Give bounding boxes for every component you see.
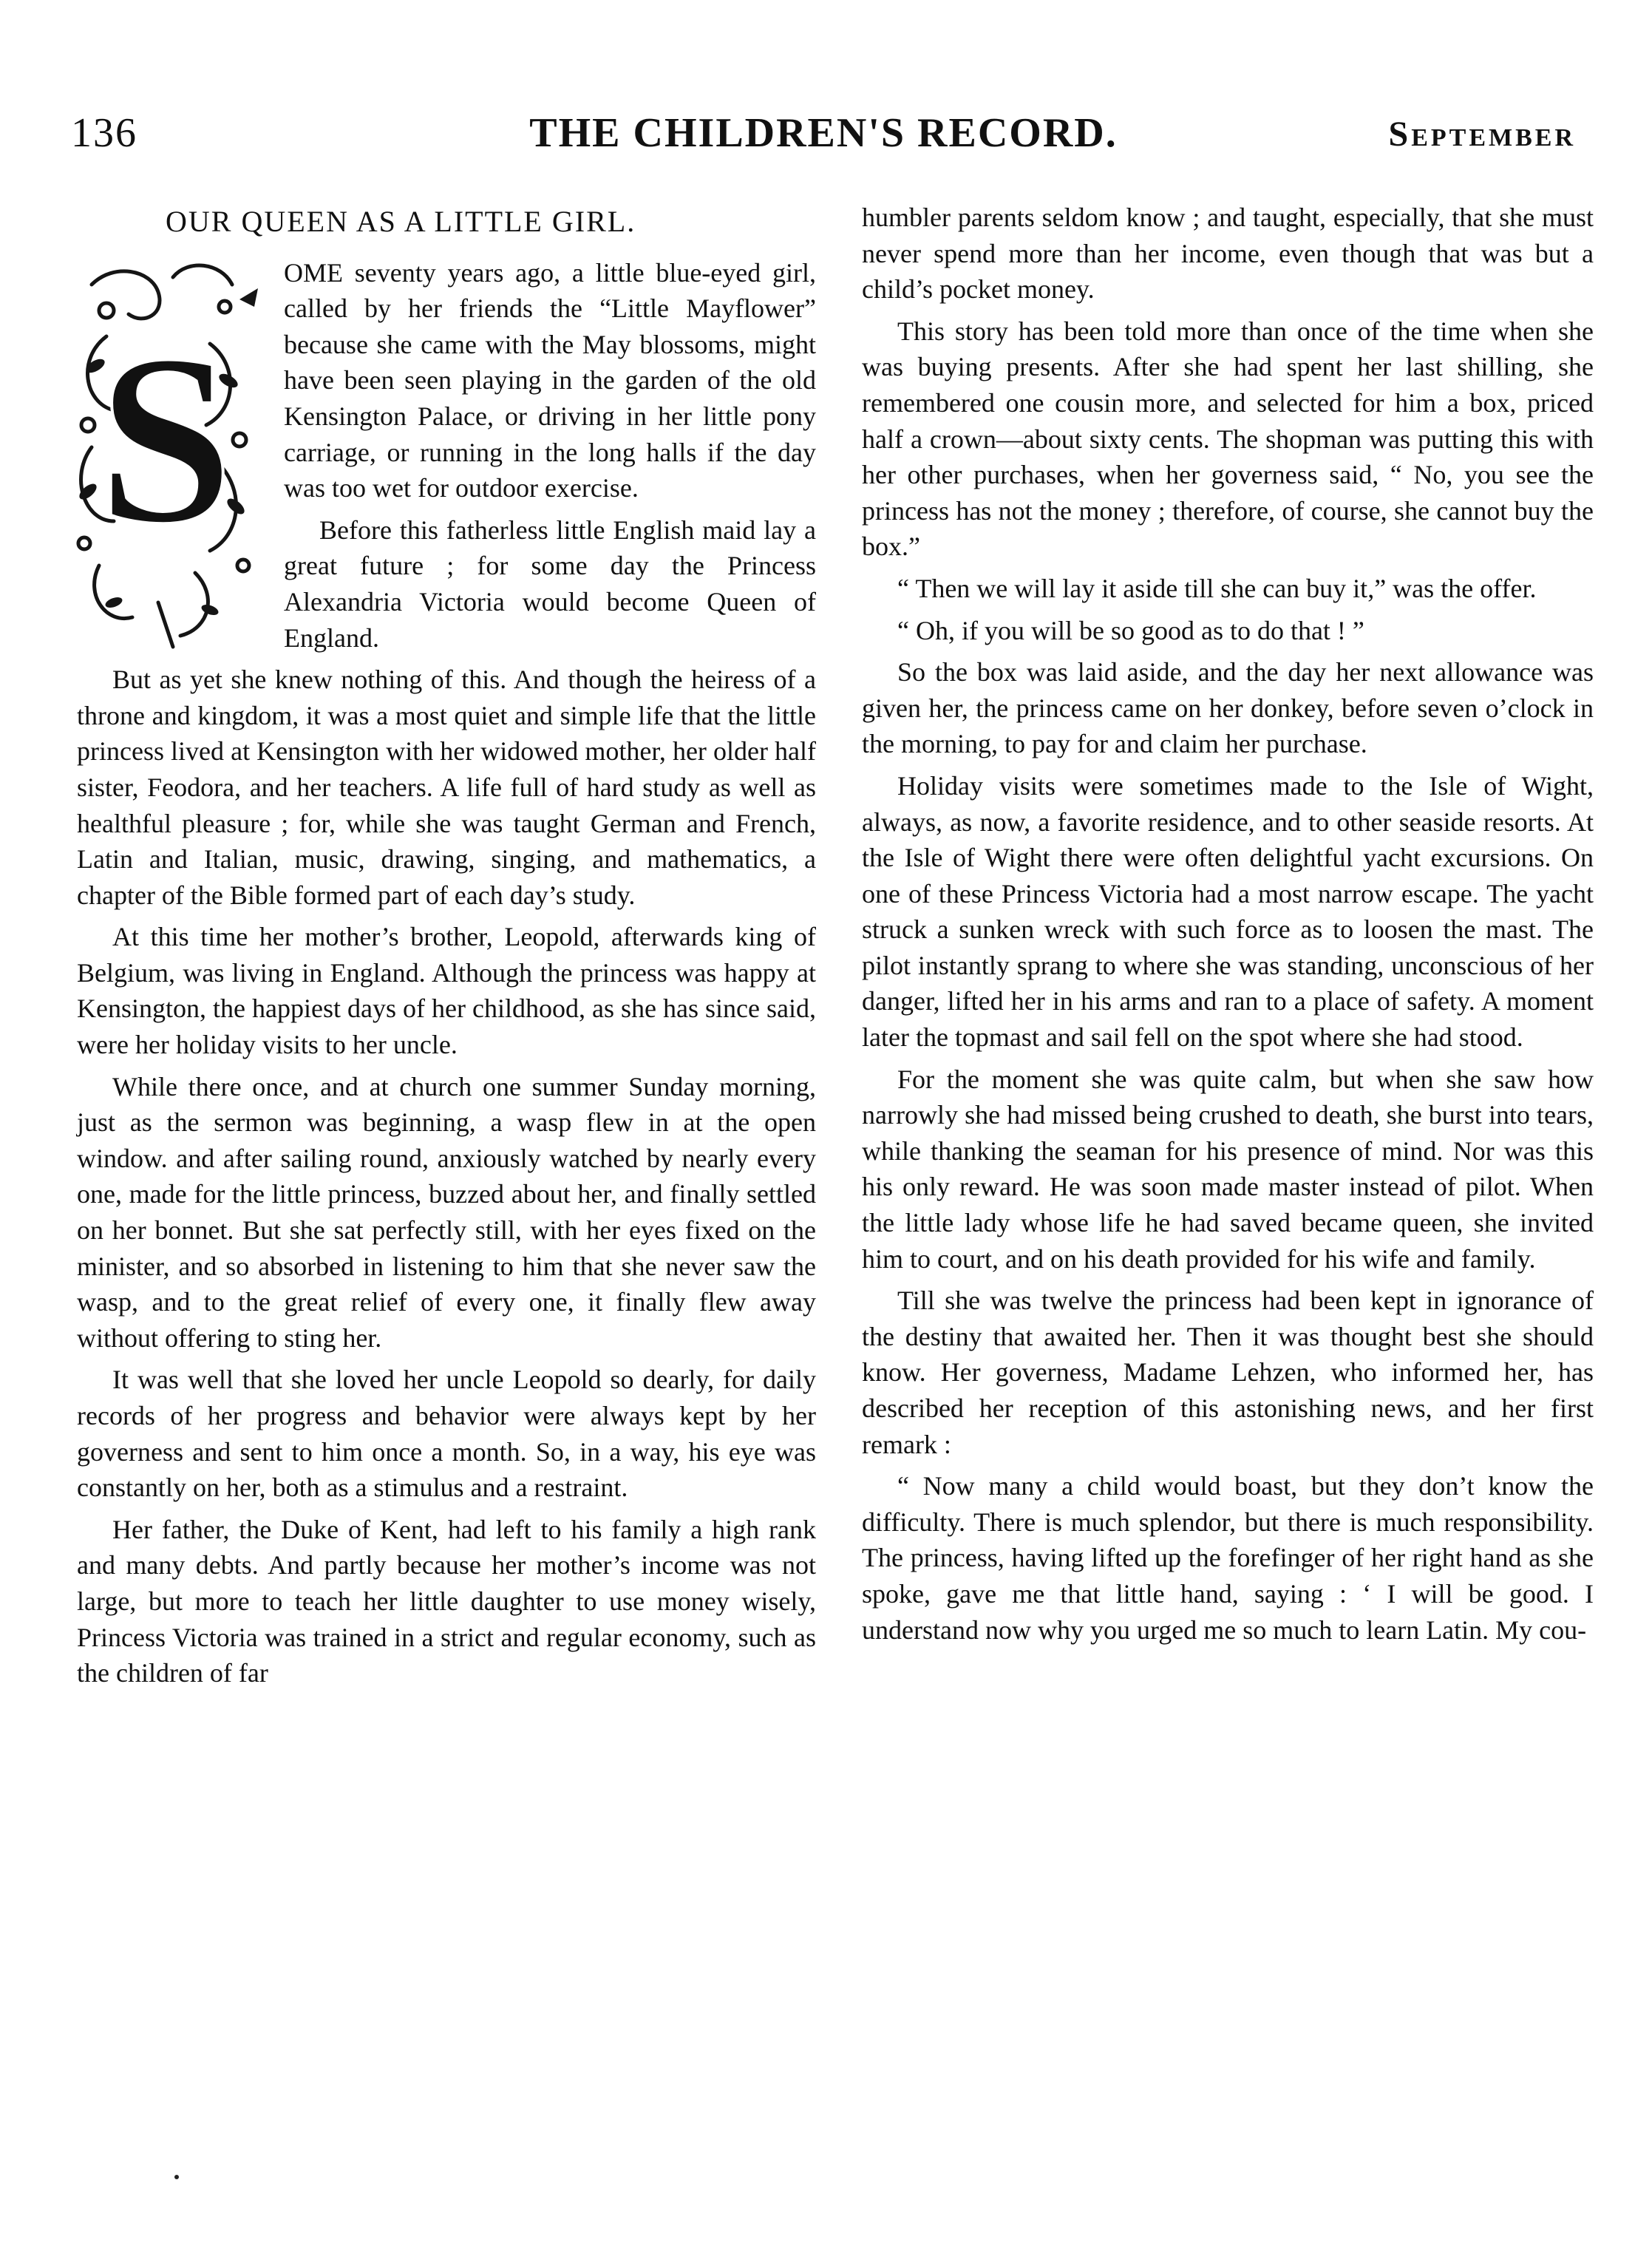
paragraph: It was well that she loved her uncle Leopold so dearly, for daily records of her progress and behavior were always kept by her governess and sent to him once a month. So, in a way, his eye was constantly on her, both as a stimulus and a restraint.: [77, 1365, 816, 1503]
paragraph: While there once, and at church one summer Sunday morning, just as the sermon was beginning, a wasp flew in at the open window. and after sailing round, anxiously watched by nearly every one, made for the little princess, buzzed about her, and finally settled on her bonnet. But she sat perfectly still, with her eyes fixed on the minister, and so absorbed in listening to him that she never saw the wasp, and to the great relief of every one, it finally flew away without offering to sting her.: [77, 1071, 816, 1353]
print-speck: [174, 2175, 179, 2179]
paragraph: Before this fatherless little English maid lay a great future ; for some day the Princess Alexandria Victoria would become Queen of England.: [284, 515, 816, 653]
paragraph: Holiday visits were sometimes made to the Isle of Wight, always, as now, a favorite residence, and to other seaside resorts. At the Isle of Wight there were often delightful yacht excursions. On one of these Princess Victoria had a most narrow escape. The yacht struck a sunken wreck with such force as to loosen the mast. The pilot instantly sprang to where she was standing, unconscious of her danger, lifted her in his arms and ran to a place of safety. A moment later the topmast and sail fell on the spot where she had stood.: [862, 770, 1594, 1053]
left-column: [77, 200, 816, 1697]
paragraph: Her father, the Duke of Kent, had left to his family a high rank and many debts. And partly because her mother’s income was not large, but more to teach her little daughter to use money wisely, Princess Victoria was trained in a strict and regular economy, such as the children of far: [77, 1514, 816, 1688]
paragraph: But as yet she knew nothing of this. And though the heiress of a throne and kingdom, it was a most quiet and simple life that the little princess lived at Kensington with her widowed mother, her older half sister, Feodora, and her teachers. A life full of hard study as well as healthful pleasure ; for, while she was taught German and French, Latin and Italian, music, drawing, singing, and mathematics, a chapter of the Bible formed part of each day’s study.: [77, 665, 816, 910]
paragraph: So the box was laid aside, and the day her next allowance was given her, the princess came on her donkey, before seven o’clock in the morning, to pay for and claim her purchase.: [862, 657, 1594, 759]
paragraph-continuation: humbler parents seldom know ; and taught, especially, that she must never spend more than her income, even though that was but a child’s pocket money.: [862, 203, 1594, 305]
running-header: [71, 109, 1576, 169]
paragraph: Till she was twelve the princess had been kept in ignorance of the destiny that awaited her. Then it was thought best she should know. Her governess, Madame Lehzen, who informed her, has described her reception of this astonishing news, and her first remark :: [862, 1286, 1594, 1459]
publication-title: THE CHILDREN'S RECORD.: [529, 110, 1118, 156]
right-column: [862, 200, 1594, 1654]
paragraph: “ Oh, if you will be so good as to do that ! ”: [897, 615, 1364, 645]
paragraph: For the moment she was quite calm, but when she saw how narrowly she had missed being crushed to death, she burst into tears, while thanking the seaman for his presence of mind. Nor was this his only reward. He was soon made master instead of pilot. When the little lady whose life he had saved became queen, she invited him to court, and on his death provided for his wife and family.: [862, 1064, 1594, 1274]
issue-month: September: [1388, 115, 1576, 154]
paragraph: At this time her mother’s brother, Leopold, afterwards king of Belgium, was living in England. Although the princess was happy at Kensington, the happiest days of her childhood, as she has since said, were her holiday visits to her uncle.: [77, 922, 816, 1060]
paragraph: This story has been told more than once of the time when she was buying presents. After she had spent her last shilling, she remembered one cousin more, and selected for him a box, priced half a crown—about sixty cents. The shopman was putting this with her other purchases, when her governess said, “ No, you see the princess has not the money ; therefore, of course, she cannot buy the box.”: [862, 316, 1594, 562]
paragraph: “ Then we will lay it aside till she can buy it,” was the offer.: [897, 573, 1537, 603]
paragraph: “ Now many a child would boast, but they don’t know the difficulty. There is much splendor, but there is much responsibility. The princess, having lifted up the forefinger of her right hand as she spoke, gave me that little hand, saying : ‘ I will be good. I understand now why you urged me so much to learn Latin. My cou-: [862, 1471, 1594, 1645]
article-title: OUR QUEEN AS A LITTLE GIRL.: [166, 205, 636, 238]
opening-text: OME seventy years ago, a little blue-eyed girl, called by her friends the “Little Mayflower” because she came with the May blossoms, might have been seen playing in the garden of the old Kensington Palace, or driving in her little pony carriage, or running in the long halls if the day was too wet for outdoor exercise.: [284, 257, 816, 503]
page-number: 136: [71, 110, 137, 156]
ornamental-floral-initial-icon: [62, 255, 269, 654]
dropcap-letter: S: [98, 304, 234, 574]
